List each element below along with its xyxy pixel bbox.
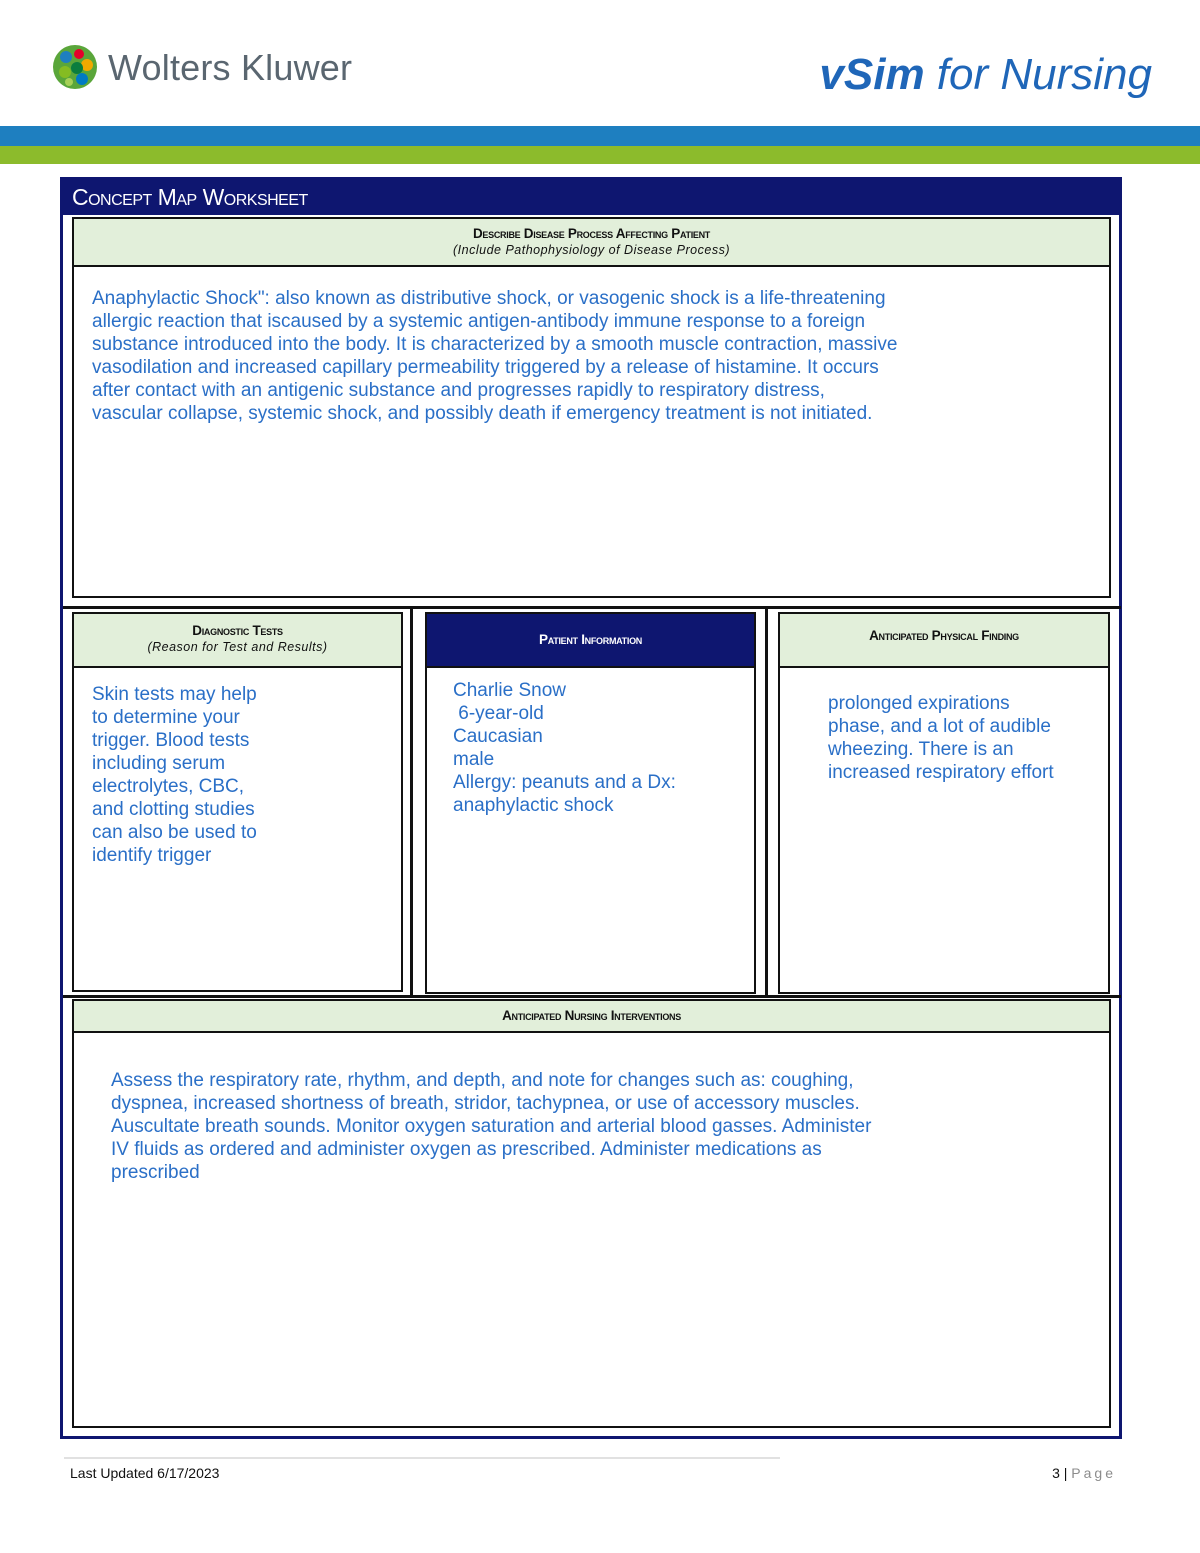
page-number-value: 3 xyxy=(1052,1465,1060,1481)
text-line: identify trigger xyxy=(92,845,212,866)
patient-name: Charlie Snow xyxy=(453,680,566,701)
page-label: Page xyxy=(1071,1465,1116,1481)
logo-text: Wolters Kluwer xyxy=(108,47,353,88)
nursing-interventions-text xyxy=(111,1069,1071,1184)
text-line: can also be used to xyxy=(92,822,257,843)
brand-vsim: vSim xyxy=(819,50,925,99)
nursing-interventions-header xyxy=(72,999,1111,1033)
nursing-interventions-heading: Anticipated Nursing Interventions xyxy=(502,1008,681,1023)
column-divider xyxy=(410,608,413,996)
page-number xyxy=(1052,1465,1116,1481)
footer-rule xyxy=(64,1457,780,1459)
text-line: allergic reaction that iscaused by a systemic antigen-antibody immune response to a foreign xyxy=(92,311,866,332)
physical-finding-heading: Anticipated Physical Finding xyxy=(869,628,1019,643)
diagnostic-tests-text xyxy=(92,683,392,867)
patient-information-heading: Patient Information xyxy=(539,632,642,647)
diagnostic-tests-subheading: (Reason for Test and Results) xyxy=(147,640,328,654)
physical-finding-text xyxy=(828,692,1103,784)
patient-age: 6-year-old xyxy=(453,703,544,724)
patient-information-text xyxy=(453,679,743,817)
column-divider xyxy=(765,608,768,996)
section-divider xyxy=(63,606,1121,609)
text-line: Assess the respiratory rate, rhythm, and depth, and note for changes such as: coughing, xyxy=(111,1070,854,1091)
brand-title xyxy=(819,50,1152,100)
text-line: prolonged expirations xyxy=(828,693,1010,714)
disease-process-heading: Describe Disease Process Affecting Patient xyxy=(472,226,710,241)
disease-process-subheading: (Include Pathophysiology of Disease Process) xyxy=(453,243,730,257)
text-line: Skin tests may help xyxy=(92,684,257,705)
patient-allergy: Allergy: peanuts and a Dx: xyxy=(453,772,676,793)
text-line: dyspnea, increased shortness of breath, stridor, tachypnea, or use of accessory muscles. xyxy=(111,1093,860,1114)
header-stripe-blue xyxy=(0,126,1200,146)
patient-sex: male xyxy=(453,749,495,770)
text-line: to determine your xyxy=(92,707,240,728)
text-line: after contact with an antigenic substance and progresses rapidly to respiratory distress, xyxy=(92,380,825,401)
nursing-interventions-box xyxy=(72,999,1111,1428)
text-line: vascular collapse, systemic shock, and possibly death if emergency treatment is not initiated. xyxy=(92,403,873,424)
worksheet-title: Concept Map Worksheet xyxy=(72,184,308,210)
text-line: and clotting studies xyxy=(92,799,255,820)
brand-for-nursing: for Nursing xyxy=(924,50,1152,99)
text-line: substance introduced into the body. It is characterized by a smooth muscle contraction, massive xyxy=(92,334,898,355)
physical-finding-box xyxy=(778,612,1110,994)
text-line: vasodilation and increased capillary permeability triggered by a release of histamine. It occurs xyxy=(92,357,879,378)
diagnostic-tests-header xyxy=(72,612,403,668)
text-line: including serum xyxy=(92,753,226,774)
patient-race: Caucasian xyxy=(453,726,543,747)
text-line: electrolytes, CBC, xyxy=(92,776,245,797)
patient-diagnosis: anaphylactic shock xyxy=(453,795,614,816)
disease-process-header xyxy=(72,217,1111,267)
text-line: increased respiratory effort xyxy=(828,762,1054,783)
text-line: IV fluids as ordered and administer oxygen as prescribed. Administer medications as xyxy=(111,1139,822,1160)
diagnostic-tests-heading: Diagnostic Tests xyxy=(192,623,283,638)
last-updated: Last Updated 6/17/2023 xyxy=(70,1465,220,1481)
disease-process-text xyxy=(92,287,1092,425)
section-divider xyxy=(63,995,1121,998)
header-stripe-green xyxy=(0,146,1200,164)
text-line: wheezing. There is an xyxy=(828,739,1014,760)
wolters-kluwer-logo-icon xyxy=(52,44,98,90)
patient-information-header xyxy=(425,612,756,668)
physical-finding-header xyxy=(778,612,1110,668)
text-line: phase, and a lot of audible xyxy=(828,716,1051,737)
page-separator: | xyxy=(1059,1465,1072,1481)
text-line: Auscultate breath sounds. Monitor oxygen saturation and arterial blood gasses. Administer xyxy=(111,1116,872,1137)
text-line: trigger. Blood tests xyxy=(92,730,250,751)
text-line: prescribed xyxy=(111,1162,200,1183)
text-line: Anaphylactic Shock": also known as distributive shock, or vasogenic shock is a life-threatening xyxy=(92,288,886,309)
